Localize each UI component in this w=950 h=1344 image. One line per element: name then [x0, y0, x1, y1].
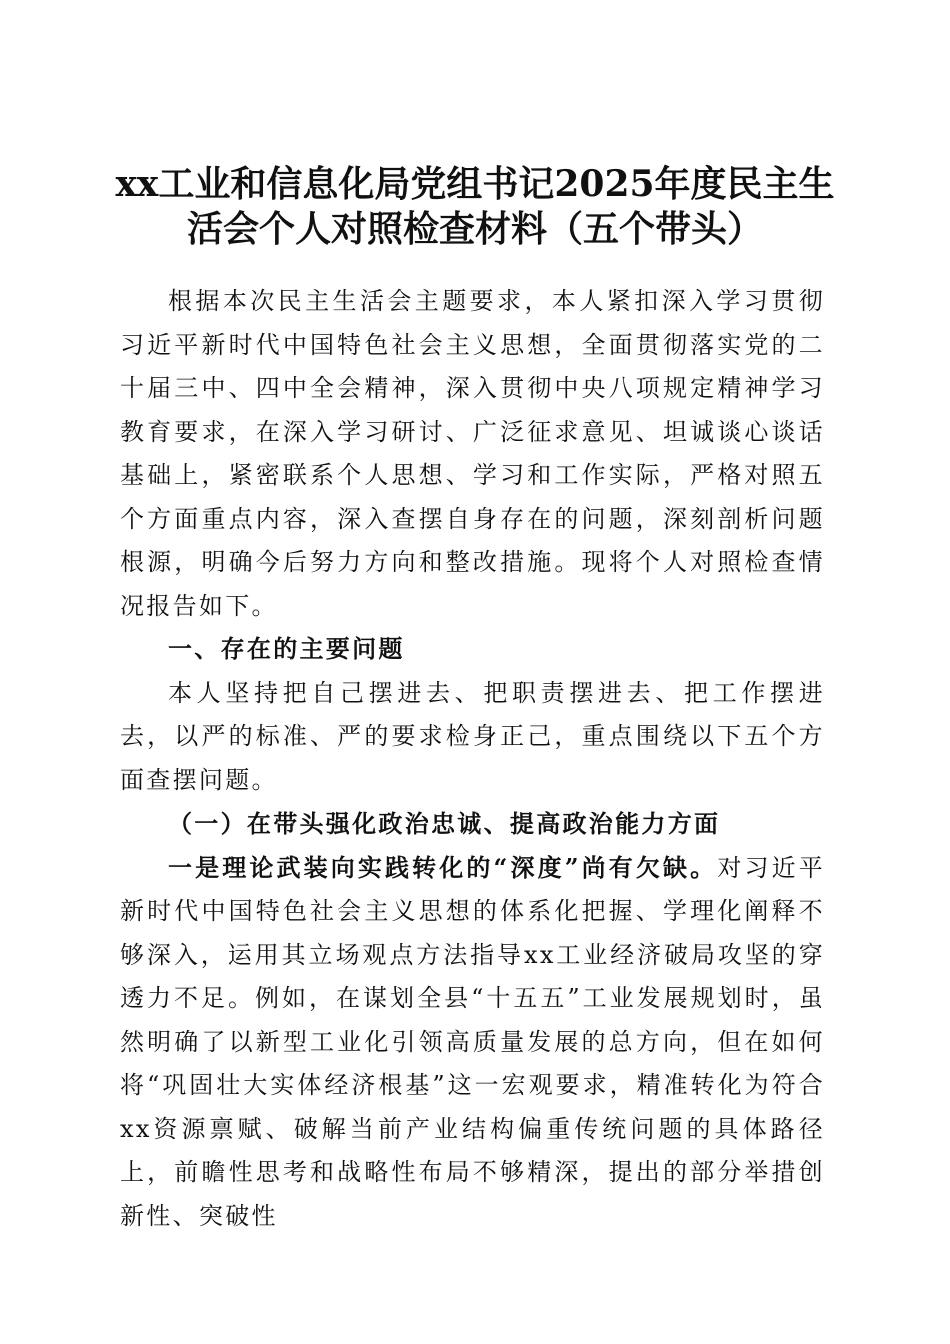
- section-heading-problems: 一、存在的主要问题: [168, 635, 405, 663]
- document-title: [100, 162, 850, 252]
- title-line-2: 活会个人对照检查材料（五个带头）: [186, 208, 763, 251]
- point-one-body: 对习近平新时代中国特色社会主义思想的体系化把握、学理化阐释不够深入，运用其立场观点方法指导xx工业经济破局攻坚的穿透力不足。例如，在谋划全县“十五五”工业发展规划时，虽然明确了以新型工业化引领高质量发展的总方向，但在如何将“巩固壮大实体经济根基”这一宏观要求，精准转化为符合xx资源禀赋、破解当前产业结构偏重传统问题的具体路径上，前瞻性思考和战略性布局不够精深，提出的部分举措创新性、突破性: [120, 853, 825, 1230]
- point-one-paragraph: [120, 846, 825, 1239]
- title-line-1: xx工业和信息化局党组书记2025年度民主生: [115, 163, 835, 206]
- section-intro-paragraph: 本人坚持把自己摆进去、把职责摆进去、把工作摆进去，以严的标准、严的要求检身正己，重点围绕以下五个方面查摆问题。: [120, 678, 825, 794]
- point-one-lead: 一是理论武装向实践转化的“深度”尚有欠缺。: [168, 852, 718, 882]
- intro-paragraph: 根据本次民主生活会主题要求，本人紧扣深入学习贯彻习近平新时代中国特色社会主义思想，全面贯彻落实党的二十届三中、四中全会精神，深入贯彻中央八项规定精神学习教育要求，在深入学习研讨、广泛征求意见、坦诚谈心谈话基础上，紧密联系个人思想、学习和工作实际，严格对照五个方面重点内容，深入查摆自身存在的问题，深刻剖析问题根源，明确今后努力方向和整改措施。现将个人对照检查情况报告如下。: [120, 287, 825, 620]
- subsection-heading-political-loyalty: （一）在带头强化政治忠诚、提高政治能力方面: [168, 809, 721, 838]
- document-body: [120, 280, 825, 1238]
